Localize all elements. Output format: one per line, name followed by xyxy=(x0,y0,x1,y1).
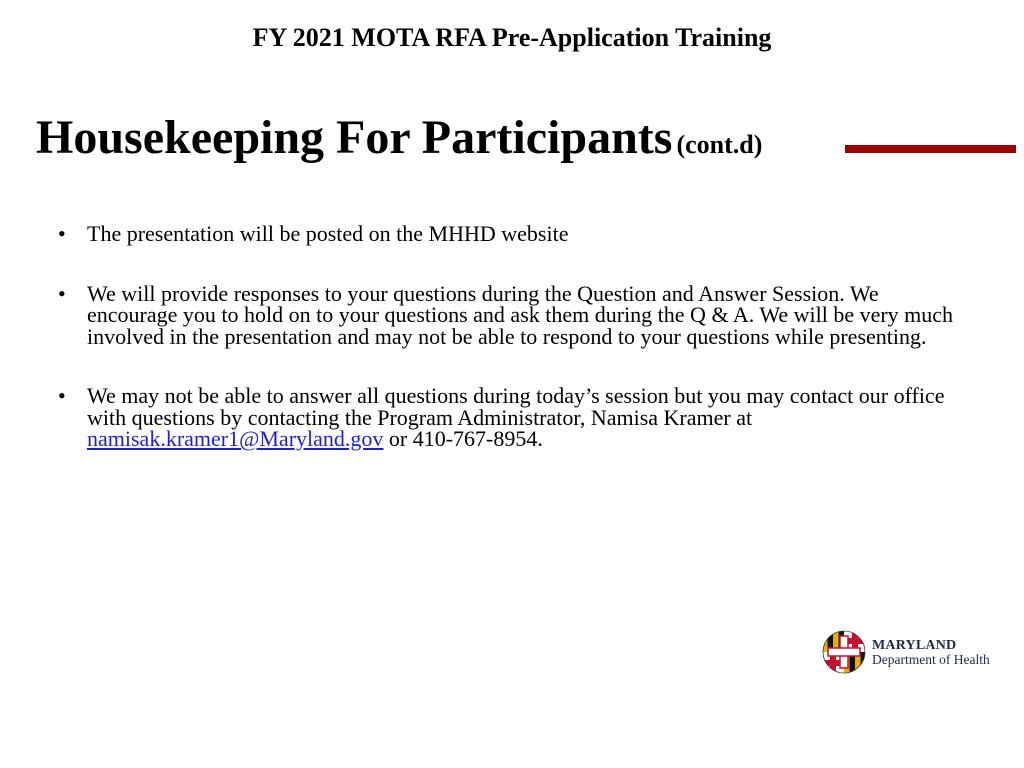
slide-title-suffix: (cont.d) xyxy=(676,130,763,159)
bullet-list xyxy=(58,223,958,488)
maryland-flag-seal-icon xyxy=(822,630,866,674)
bullet-marker: • xyxy=(58,383,66,408)
logo-line-department: Department of Health xyxy=(872,652,990,667)
logo-text xyxy=(872,639,990,667)
bullet-text-before-link: We may not be able to answer all questions during today’s session but you may contact our office with questions by contacting the Program Administrator, Namisa Kramer at xyxy=(87,383,945,430)
bullet-text xyxy=(87,385,958,450)
maryland-department-of-health-logo xyxy=(822,630,1012,676)
bullet-marker: • xyxy=(58,221,66,246)
bullet-text: The presentation will be posted on the MHHD website xyxy=(87,221,569,246)
bullet-marker: • xyxy=(58,280,66,306)
bullet-text: We will provide responses to your questions during the Question and Answer Session. We encourage you to hold on to your questions and ask them during the Q & A. We will be very much involved in the presentation and may not be able to respond to your questions while presenting. xyxy=(87,280,954,349)
title-accent-rule xyxy=(845,145,1016,153)
bullet-text-after-link: or 410-767-8954. xyxy=(383,426,543,451)
logo-line-maryland: MARYLAND xyxy=(872,638,957,653)
bullet-item xyxy=(58,223,958,245)
bullet-item xyxy=(58,280,958,349)
email-link[interactable]: namisak.kramer1@Maryland.gov xyxy=(87,426,384,451)
slide-title-main: Housekeeping For Participants xyxy=(36,111,673,164)
bullet-item xyxy=(58,385,958,450)
slide-title xyxy=(36,108,762,179)
header-title: FY 2021 MOTA RFA Pre-Application Training xyxy=(252,23,772,52)
